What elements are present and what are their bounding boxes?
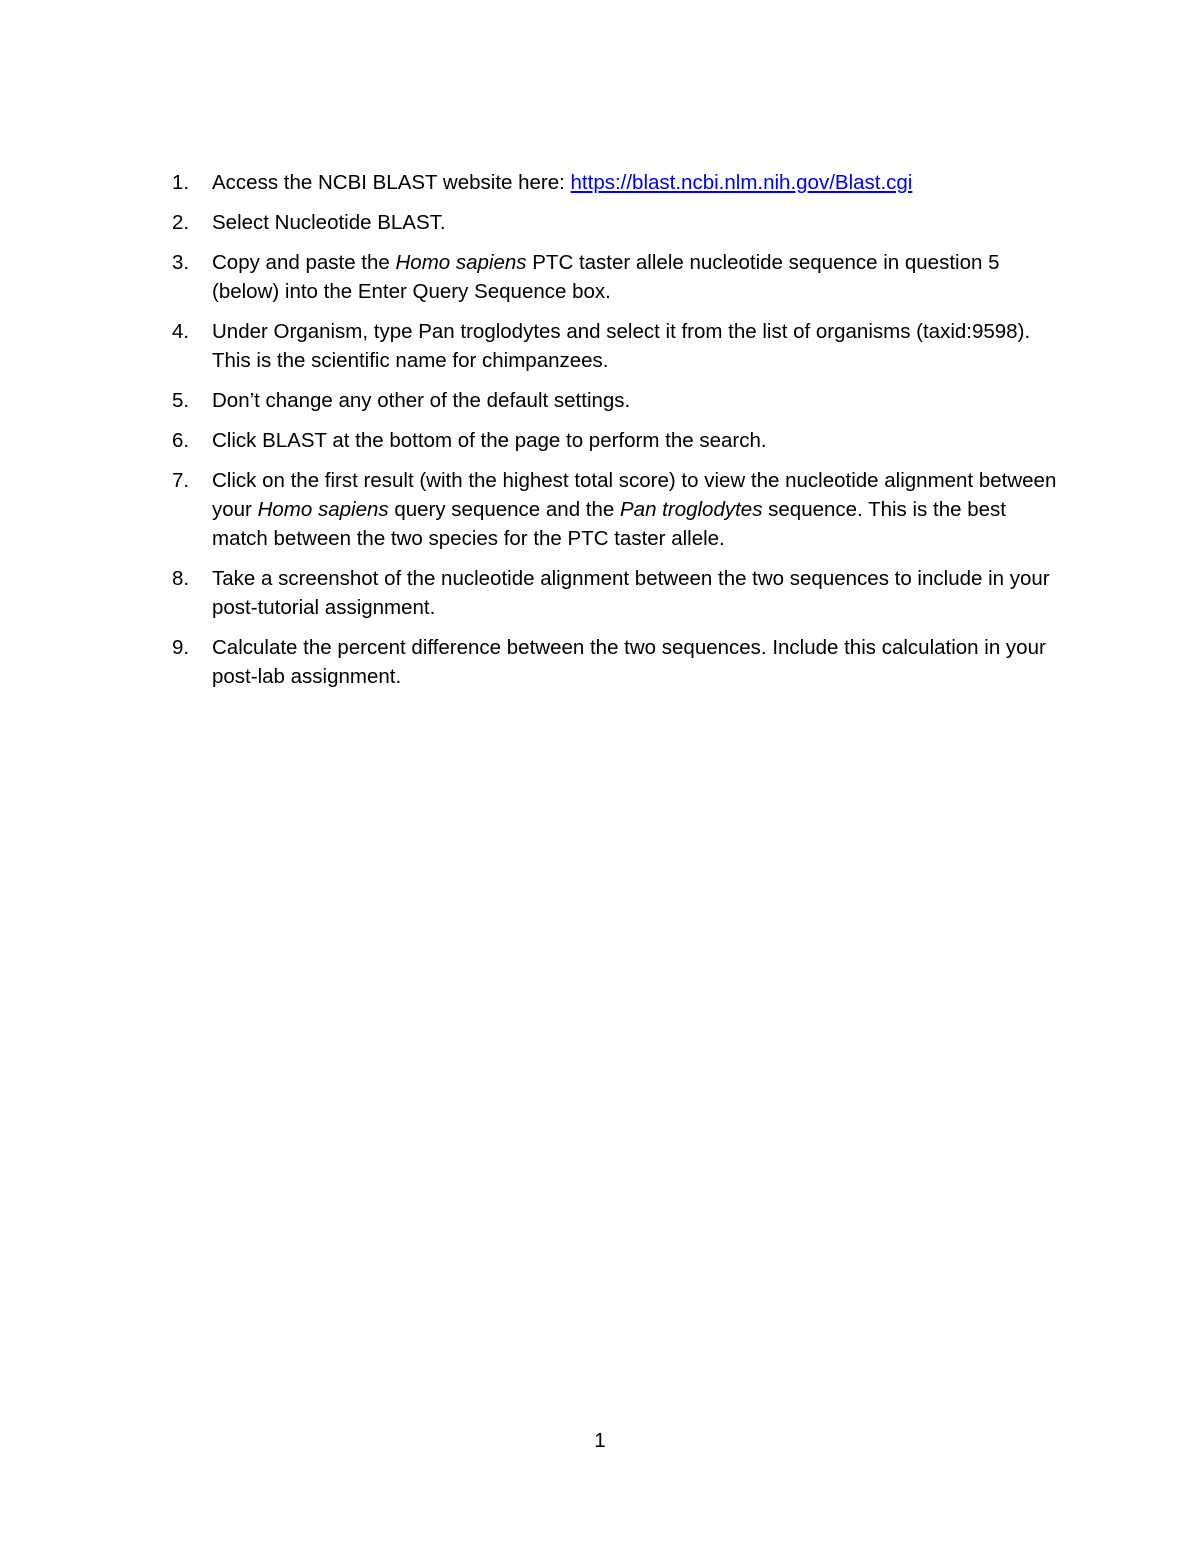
step-text-part: PTC taster allele nucleotide sequence in question 5 (below) into the Enter Query Sequence box. [212,251,1000,303]
step-number: 6. [172,429,190,452]
step-text-part: Don’t change any other of the default settings. [212,389,631,412]
species-name-italic: Pan troglodytes [620,498,763,521]
ncbi-blast-link[interactable]: https://blast.ncbi.nlm.nih.gov/Blast.cgi [570,171,913,194]
step-text-part: Click on the first result (with the highest total score) to view the nucleotide alignment between your [212,469,1057,521]
step-number: 4. [172,320,190,343]
step-text [212,426,1062,455]
list-item [172,564,1062,622]
step-text [212,317,1062,375]
step-number: 9. [172,636,190,659]
list-item [172,426,1062,455]
step-text-part: query sequence and the [388,498,620,521]
step-text-part: Calculate the percent difference between the two sequences. Include this calculation in your post-lab assignment. [212,636,1046,688]
step-text [212,386,1062,415]
step-text-part: Under Organism, type Pan troglodytes and select it from the list of organisms (taxid:9598). This is the scientific name for chimpanzees. [212,320,1031,372]
list-item [172,317,1062,375]
step-text [212,168,1062,197]
step-text-part: Select Nucleotide BLAST. [212,211,446,234]
step-text-part: Copy and paste the [212,251,396,274]
species-name-italic: Homo sapiens [257,498,389,521]
list-item [172,633,1062,691]
step-text [212,208,1062,237]
step-text [212,466,1062,553]
step-number: 7. [172,469,190,492]
step-number: 5. [172,389,190,412]
step-number: 1. [172,171,190,194]
species-name-italic: Homo sapiens [395,251,527,274]
instruction-list [172,168,1062,702]
step-text [212,248,1062,306]
list-item [172,466,1062,553]
step-text-part: Take a screenshot of the nucleotide alignment between the two sequences to include in your post-tutorial assignment. [212,567,1050,619]
page-number: 1 [594,1429,606,1452]
list-item [172,168,1062,197]
step-text [212,564,1062,622]
step-number: 3. [172,251,190,274]
list-item [172,248,1062,306]
list-item [172,208,1062,237]
step-text-part: sequence. This is the best match between the two species for the PTC taster allele. [212,498,1006,550]
step-number: 2. [172,211,190,234]
step-text [212,633,1062,691]
step-text-part: Click BLAST at the bottom of the page to perform the search. [212,429,767,452]
step-number: 8. [172,567,190,590]
list-item [172,386,1062,415]
step-text-part: Access the NCBI BLAST website here: [212,171,571,194]
